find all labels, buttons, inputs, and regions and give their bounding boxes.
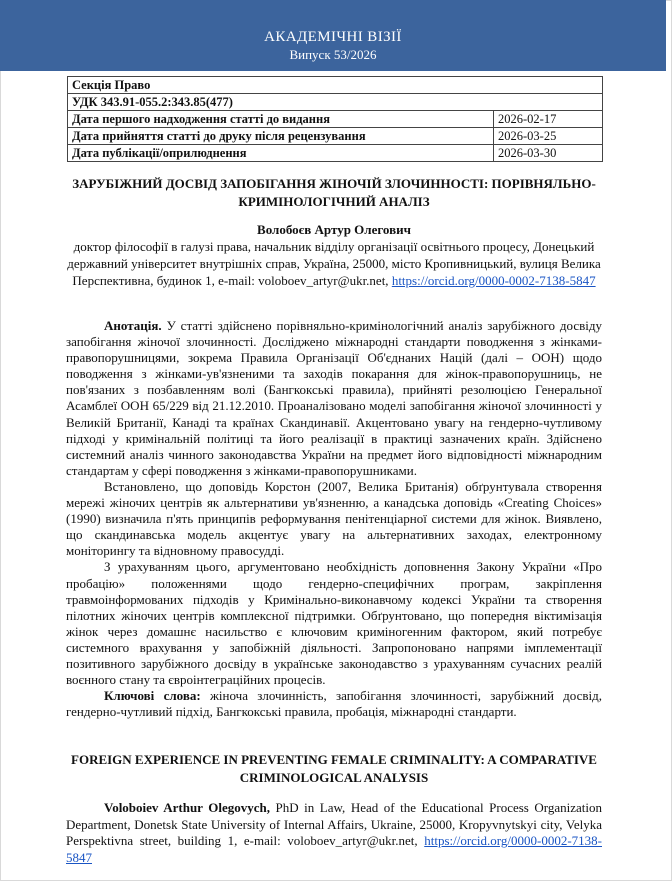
abstract-text-1: У статті здійснено порівняльно-кримінологічний аналіз зарубіжного досвіду запобігання жіночої злочинності. Досліджено міжнародні стандарти поводження з жінками-правопорушницями, зокрема Правила Організації Об'єднаних Націй (далі – ООН) щодо поводження з жінками-ув'язненими та заходів покарання для жінок-правопорушниць, не пов'язаних з позбавленням волі (Бангкокські правила), прийняті резолюцією Генеральної Асамблеї ООН 65/229 від 21.12.2010. Проаналізовано моделі запобігання жіночої злочинності у Великій Британії, Канаді та країнах Скандинавії. Акцентовано увагу на гендерно-чутливому підході у кримінальній політиці та його реалізації в практиці зазначених країн. Здійснено системний аналіз чинного законодавства України на предмет його відповідності міжнародним стандартам у сфері поводження з жінками-правопорушниками. xyxy=(66,318,603,478)
keywords-label: Ключові слова: xyxy=(104,688,201,704)
received-label: Дата першого надходження статті до видання xyxy=(68,111,494,128)
meta-row-published xyxy=(68,145,603,162)
published-label: Дата публікації/оприлюднення xyxy=(68,145,494,162)
affiliation-text-en: PhD in Law, Head of the Educational Process Organization Department, Donetsk State University of Internal Affairs, Ukraine, 25000, Kropyvnytskyi city, Velyka Perspektivna street, building 1, e-mail: voloboev_artyr@ukr.net, xyxy=(66,800,603,848)
journal-issue: Випуск 53/2026 xyxy=(289,47,377,62)
orcid-link-en[interactable]: https://orcid.org/0000-0002-7138-5847 xyxy=(66,833,602,865)
article-title-ua: ЗАРУБІЖНИЙ ДОСВІД ЗАПОБІГАННЯ ЖІНОЧІЙ ЗЛОЧИННОСТІ: ПОРІВНЯЛЬНО-КРИМІНОЛОГІЧНИЙ АНАЛІЗ xyxy=(72,176,596,209)
received-date: 2026-02-17 xyxy=(494,111,603,128)
abstract-paragraph-1 xyxy=(66,318,602,479)
article-meta-table xyxy=(67,76,603,162)
author-affiliation-ua xyxy=(66,238,602,289)
keywords-text: жіноча злочинність, запобігання злочинності, зарубіжний досвід, гендерно-чутливий підхід, Бангкокські правила, пробація, міжнародні стандарти. xyxy=(66,688,603,720)
journal-header xyxy=(0,0,666,71)
published-date: 2026-03-30 xyxy=(494,145,603,162)
accepted-label: Дата прийняття статті до друку після рецензування xyxy=(68,128,494,145)
accepted-date: 2026-03-25 xyxy=(494,128,603,145)
abstract-label: Анотація. xyxy=(104,318,162,333)
author-name-ua: Волобоєв Артур Олегович xyxy=(257,222,411,237)
journal-title: АКАДЕМІЧНІ ВІЗІЇ xyxy=(264,29,402,45)
keywords-paragraph xyxy=(66,688,602,720)
udc-cell: УДК 343.91-055.2:343.85(477) xyxy=(68,94,603,111)
abstract-paragraph-3: З урахуванням цього, аргументовано необхідність доповнення Закону України «Про пробацію» положеннями щодо гендерно-специфічних програм, закріплення травмоінформованих підходів у Кримінально-виконавчому кодексі України та створення пілотних жіночих центрів комплексної підтримки. Обґрунтовано, що попередня віктимізація жінок через домашнє насильство є ключовим криміногенним фактором, який потребує системного врахування у запобіжній діяльності. Запропоновано напрями імплементації позитивного зарубіжного досвіду в українське законодавство з урахуванням сучасних реалій воєнного стану та євроінтеграційних процесів. xyxy=(66,559,602,688)
abstract-ua xyxy=(66,318,602,720)
section-cell: Секція Право xyxy=(68,77,603,94)
abstract-paragraph-2: Встановлено, що доповідь Корстон (2007, Велика Британія) обґрунтувала створення мережі жіночих центрів як альтернативи ув'язненню, а канадська доповідь «Creating Choices» (1990) визначила п'ять принципів реформування пенітенціарної системи для жінок. Виявлено, що скандинавська модель акцентує увагу на альтернативних заходах, електронному моніторингу та відновному правосудді. xyxy=(66,478,602,559)
orcid-link-ua[interactable]: https://orcid.org/0000-0002-7138-5847 xyxy=(391,273,596,288)
meta-row-section xyxy=(68,77,603,94)
affiliation-text-ua: доктор філософії в галузі права, начальник відділу організації освітнього процесу, Донецький державний університет внутрішніх справ, Україна, 25000, місто Кропивницький, вулиця Велика Перспективна, будинок 1, e-mail: voloboev_artyr@ukr.net, xyxy=(67,239,601,288)
author-block-en xyxy=(66,800,602,866)
meta-row-udc xyxy=(68,94,603,111)
author-name-en: Voloboiev Arthur Olegovych, xyxy=(104,800,270,815)
meta-row-accepted xyxy=(68,128,603,145)
meta-row-received xyxy=(68,111,603,128)
article-title-en: FOREIGN EXPERIENCE IN PREVENTING FEMALE CRIMINALITY: A COMPARATIVE CRIMINOLOGICAL ANALYSIS xyxy=(71,752,597,785)
